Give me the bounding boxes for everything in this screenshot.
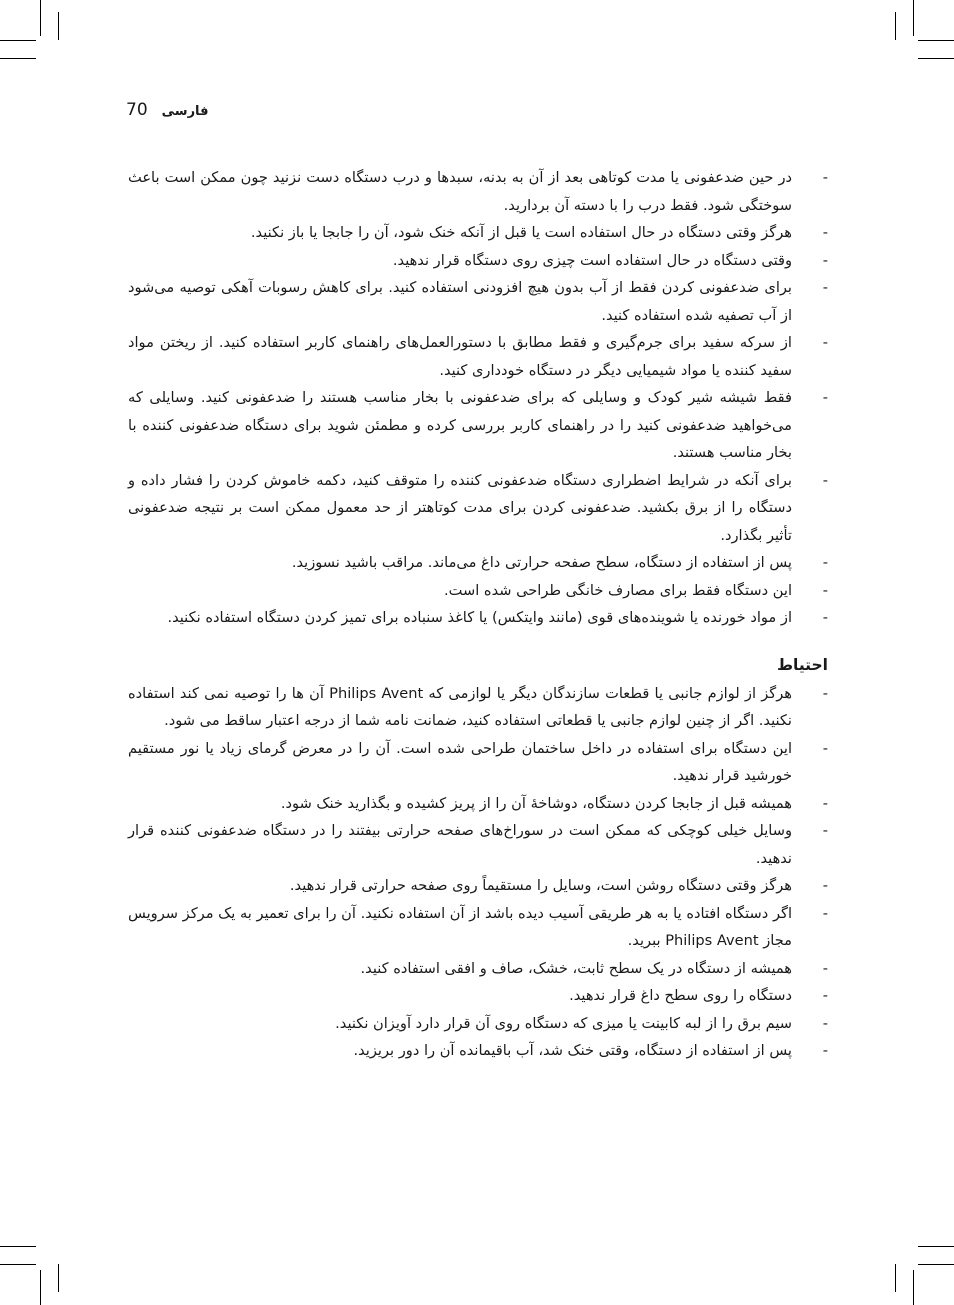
bullet: - [822,822,828,839]
crop-mark [40,1270,41,1305]
bullet: - [822,987,828,1004]
bullet: - [822,581,828,599]
page-content [128,164,828,1065]
crop-mark [40,0,41,36]
crop-mark [918,1264,954,1265]
list-item: - سیم برق را از لبه کابینت یا میزی که دستگاه روی آن قرار دارد آویزان نکنید. [128,1010,828,1038]
list-item: - هرگز وقتی دستگاه در حال استفاده است یا قبل از آنکه خنک شود، آن را جابجا یا باز نکنید. [128,219,828,247]
list-item: - پس از استفاده از دستگاه، وقتی خنک شد، آب باقیمانده آن را دور بریزید. [128,1037,828,1065]
list-item: - از سرکه سفید برای جرم‌گیری و فقط مطابق با دستورالعمل‌های راهنمای کاربر استفاده کنید. از ریختن مواد سفید کننده یا مواد شیمیایی دیگر در دستگاه خودداری کنید. [128,329,828,384]
bullet: - [822,169,828,186]
bullet: - [822,959,828,977]
list-item: - فقط شیشه شیر کودک و وسایلی که برای ضدعفونی با بخار مناسب هستند را ضدعفونی کنید. وسایلی که می‌خواهید ضدعفونی کنید را در راهنمای کاربر بررسی کرده و مطمئن شوید برای دستگاه ضدعفونی کننده با بخار مناسب هستند. [128,384,828,467]
crop-mark [58,12,59,40]
bullet: - [822,739,828,757]
bullet: - [822,1042,828,1059]
list-item: - برای آنکه در شرایط اضطراری دستگاه ضدعفونی کننده را متوقف کنید، دکمه خاموش کردن را فشار داده و دستگاه را از برق بکشید. ضدعفونی کردن برای مدت کوتاهتر از حد معمول ممکن است بر نتیجه ضدعفونی تأثیر بگذارد. [128,467,828,550]
caution-list [128,680,828,1065]
bullet: - [822,904,828,922]
list-item: - دستگاه را روی سطح داغ قرار ندهید. [128,982,828,1010]
bullet: - [822,251,828,269]
crop-mark [918,58,954,59]
list-item: - اگر دستگاه افتاده یا به هر طریقی آسیب دیده باشد از آن استفاده نکنید. آن را برای تعمیر به یک مرکز سرویس مجاز Philips Avent ببرید. [128,900,828,955]
list-item: - پس از استفاده از دستگاه، سطح صفحه حرارتی داغ می‌ماند. مراقب باشید نسوزید. [128,549,828,577]
bullet: - [822,877,828,894]
page-header [126,100,208,120]
warnings-list [128,164,828,632]
crop-mark [913,1270,914,1305]
bullet: - [822,389,828,406]
language-label: فارسی [161,104,209,119]
crop-mark [0,40,36,41]
bullet: - [822,794,828,812]
crop-mark [0,1264,36,1265]
crop-mark [895,1264,896,1292]
list-item: - هرگز از لوازم جانبی یا قطعات سازندگان دیگر یا لوازمی که Philips Avent آن ها را توصیه نمی کند استفاده نکنید. اگر از چنین لوازم جانبی یا قطعاتی استفاده کنید، ضمانت نامه شما از درجه اعتبار ساقط می شود. [128,680,828,735]
list-item: - همیشه از دستگاه در یک سطح ثابت، خشک، صاف و افقی استفاده کنید. [128,955,828,983]
crop-mark [58,1264,59,1292]
list-item: - این دستگاه برای استفاده در داخل ساختمان طراحی شده است. آن را در معرض گرمای زیاد یا نور مستقیم خورشید قرار ندهید. [128,735,828,790]
crop-mark [895,12,896,40]
list-item: - این دستگاه فقط برای مصارف خانگی طراحی شده است. [128,577,828,605]
bullet: - [822,1014,828,1032]
bullet: - [822,609,828,626]
crop-mark [913,0,914,36]
list-item: - وقتی دستگاه در حال استفاده است چیزی روی دستگاه قرار ندهید. [128,247,828,275]
list-item: - برای ضدعفونی کردن فقط از آب بدون هیچ افزودنی استفاده کنید. برای کاهش رسوبات آهکی توصیه می‌شود از آب تصفیه شده استفاده کنید. [128,274,828,329]
list-item: - وسایل خیلی کوچکی که ممکن است در سوراخ‌های صفحه حرارتی بیفتند را در دستگاه ضدعفونی کننده قرار ندهید. [128,817,828,872]
bullet: - [822,224,828,241]
list-item: - از مواد خورنده یا شوینده‌های قوی (مانند وایتکس) یا کاغذ سنباده برای تمیز کردن دستگاه استفاده نکنید. [128,604,828,632]
list-item: - در حین ضدعفونی یا مدت کوتاهی بعد از آن به بدنه، سبدها و درب دستگاه دست نزنید چون ممکن است باعث سوختگی شود. فقط درب را با دسته آن بردارید. [128,164,828,219]
crop-mark [918,40,954,41]
list-item: - هرگز وقتی دستگاه روشن است، وسایل را مستقیماً روی صفحه حرارتی قرار ندهید. [128,872,828,900]
crop-mark [0,1246,36,1247]
bullet: - [822,554,828,571]
bullet: - [822,471,828,489]
bullet: - [822,334,828,351]
section-title: احتیاط [776,655,828,674]
list-item: - همیشه قبل از جابجا کردن دستگاه، دوشاخهٔ آن را از پریز کشیده و بگذارید خنک شود. [128,790,828,818]
bullet: - [822,279,828,296]
crop-mark [0,58,36,59]
crop-mark [918,1246,954,1247]
bullet: - [822,684,828,702]
page-number: 70 [126,100,148,120]
